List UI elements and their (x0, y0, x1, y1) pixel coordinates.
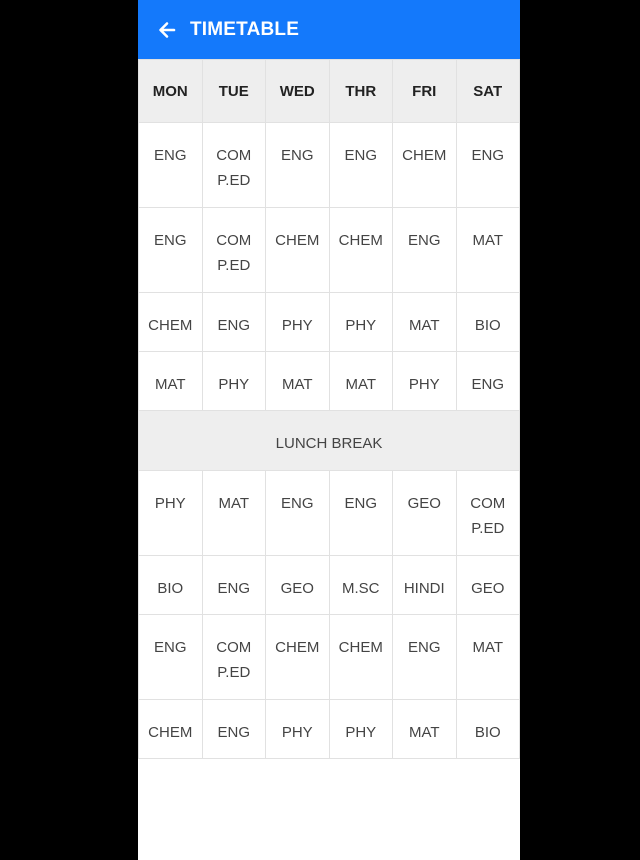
timetable-cell: BIO (139, 556, 203, 615)
timetable-cell: MAT (393, 700, 457, 759)
timetable-cell: M.SC (329, 556, 393, 615)
day-header-thr: THR (329, 60, 393, 123)
timetable-cell: CHEM (266, 615, 330, 700)
app-bar (138, 0, 520, 59)
day-header-sat: SAT (456, 60, 520, 123)
timetable-cell: GEO (266, 556, 330, 615)
lunch-break-row (139, 411, 520, 471)
period-row-2 (139, 208, 520, 293)
timetable-cell: CHEM (329, 208, 393, 293)
timetable-cell: PHY (393, 352, 457, 411)
timetable-cell: ENG (139, 123, 203, 208)
arrow-left-icon (157, 20, 177, 40)
timetable-cell: ENG (393, 615, 457, 700)
timetable-cell: ENG (456, 352, 520, 411)
timetable-grid (138, 59, 520, 759)
timetable-cell: CHEM (139, 293, 203, 352)
period-row-4 (139, 352, 520, 411)
timetable-cell: PHY (266, 700, 330, 759)
timetable-cell: HINDI (393, 556, 457, 615)
back-button[interactable] (154, 17, 180, 43)
timetable-cell: ENG (393, 208, 457, 293)
timetable-cell: MAT (393, 293, 457, 352)
timetable-cell: MAT (456, 208, 520, 293)
timetable-cell: COM P.ED (202, 208, 266, 293)
timetable-cell: ENG (139, 615, 203, 700)
timetable-cell: PHY (139, 471, 203, 556)
timetable-cell: CHEM (139, 700, 203, 759)
timetable-cell: CHEM (393, 123, 457, 208)
day-header-fri: FRI (393, 60, 457, 123)
period-row-3 (139, 293, 520, 352)
period-row-5 (139, 471, 520, 556)
timetable-cell: PHY (202, 352, 266, 411)
period-row-8 (139, 700, 520, 759)
day-header-row (139, 60, 520, 123)
timetable-cell: COM P.ED (202, 615, 266, 700)
period-row-1 (139, 123, 520, 208)
day-header-mon: MON (139, 60, 203, 123)
timetable-cell: ENG (202, 556, 266, 615)
day-header-tue: TUE (202, 60, 266, 123)
timetable-cell: GEO (393, 471, 457, 556)
timetable-cell: MAT (266, 352, 330, 411)
app-screen (138, 0, 520, 860)
timetable-cell: PHY (266, 293, 330, 352)
timetable-cell: ENG (329, 123, 393, 208)
timetable-cell: COM P.ED (202, 123, 266, 208)
timetable-cell: COM P.ED (456, 471, 520, 556)
timetable-cell: BIO (456, 700, 520, 759)
timetable-cell: MAT (329, 352, 393, 411)
timetable-cell: CHEM (329, 615, 393, 700)
timetable-cell: ENG (329, 471, 393, 556)
timetable-cell: PHY (329, 293, 393, 352)
timetable-cell: MAT (139, 352, 203, 411)
timetable-cell: MAT (202, 471, 266, 556)
timetable-cell: ENG (202, 293, 266, 352)
timetable-cell: ENG (139, 208, 203, 293)
timetable-cell: CHEM (266, 208, 330, 293)
day-header-wed: WED (266, 60, 330, 123)
timetable-cell: GEO (456, 556, 520, 615)
timetable-cell: ENG (456, 123, 520, 208)
lunch-break-label: LUNCH BREAK (275, 435, 383, 452)
timetable-cell: ENG (266, 471, 330, 556)
timetable-cell: BIO (456, 293, 520, 352)
timetable-cell: ENG (266, 123, 330, 208)
period-row-6 (139, 556, 520, 615)
page-title: TIMETABLE (190, 18, 300, 40)
timetable-cell: MAT (456, 615, 520, 700)
lunch-break-cell (139, 411, 520, 471)
period-row-7 (139, 615, 520, 700)
timetable-cell: PHY (329, 700, 393, 759)
timetable-cell: ENG (202, 700, 266, 759)
